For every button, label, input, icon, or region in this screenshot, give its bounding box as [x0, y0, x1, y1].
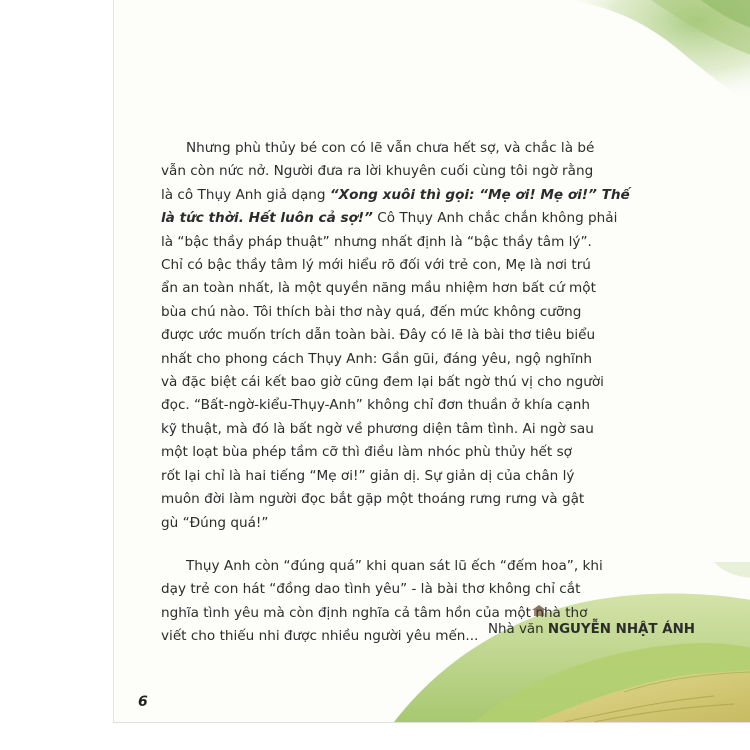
text-line: rốt lại chỉ là hai tiếng “Mẹ ơi!” giản dị. Sự giản dị của chân lý — [161, 467, 575, 484]
text-line: bùa chú nào. Tôi thích bài thơ này quá, đến mức không cưỡng — [161, 303, 582, 320]
text-line: vẫn còn nức nở. Người đưa ra lời khuyên cuối cùng tôi ngờ rằng — [161, 163, 594, 180]
foliage-illustration — [531, 0, 750, 120]
author-prefix: Nhà văn — [488, 622, 548, 637]
author-name: NGUYỄN NHẬT ÁNH — [547, 622, 695, 637]
paragraph-1 — [161, 137, 706, 535]
text-span: Cô Thụy Anh chắc chắn không phải — [372, 210, 618, 227]
quote-emphasis: “Xong xuôi thì gọi: “Mẹ ơi! Mẹ ơi!” Thế — [329, 186, 630, 203]
text-line: nhất cho phong cách Thụy Anh: Gần gũi, đáng yêu, ngộ nghĩnh — [161, 350, 593, 367]
page-edge — [113, 722, 750, 723]
text-line: và đặc biệt cái kết bao giờ cũng đem lại bất ngờ thú vị cho người — [161, 374, 604, 391]
text-line: đọc. “Bất-ngờ-kiểu-Thụy-Anh” không chỉ đơn thuần ở khía cạnh — [161, 397, 591, 414]
text-line: một loạt bùa phép tầm cỡ thì điều làm nhóc phù thủy hết sợ — [161, 444, 572, 461]
text-line: là “bậc thầy pháp thuật” nhưng nhất định là “bậc thầy tâm lý”. — [161, 233, 592, 250]
quote-emphasis: là tức thời. Hết luôn cả sợ!” — [161, 210, 373, 227]
text-span: là cô Thụy Anh giả dạng — [161, 186, 330, 203]
text-line: Nhưng phù thủy bé con có lẽ vẫn chưa hết sợ, và chắc là bé — [186, 140, 595, 156]
text-line: được ước muốn trích dẫn toàn bài. Đây có lẽ là bài thơ tiêu biểu — [161, 327, 596, 344]
text-line: ẩn an toàn nhất, là một quyền năng mầu nhiệm hơn bất cứ một — [161, 280, 596, 297]
text-line: gù “Đúng quá!” — [161, 514, 269, 531]
book-page — [113, 0, 750, 722]
text-line: nghĩa tình yêu mà còn định nghĩa cả tâm hồn của một nhà thơ — [161, 604, 588, 621]
text-line — [161, 207, 706, 230]
text-line — [161, 184, 706, 207]
body-text — [161, 137, 706, 649]
text-line: muôn đời làm người đọc bắt gặp một thoáng rưng rưng và gật — [161, 491, 585, 508]
page-number: 6 — [138, 694, 148, 710]
text-line: Thụy Anh còn “đúng quá” khi quan sát lũ ếch “đếm hoa”, khi — [186, 557, 603, 574]
author-signature — [488, 622, 695, 637]
text-line: viết cho thiếu nhi được nhiều người yêu mến... — [161, 628, 479, 645]
text-line: kỹ thuật, mà đó là bất ngờ về phương diện tâm tình. Ai ngờ sau — [161, 420, 594, 437]
text-line: dạy trẻ con hát “đồng dao tình yêu” - là bài thơ không chỉ cắt — [161, 581, 581, 598]
paragraph-gap — [161, 535, 706, 555]
text-line: Chỉ có bậc thầy tâm lý mới hiểu rõ đối với trẻ con, Mẹ là nơi trú — [161, 257, 591, 274]
